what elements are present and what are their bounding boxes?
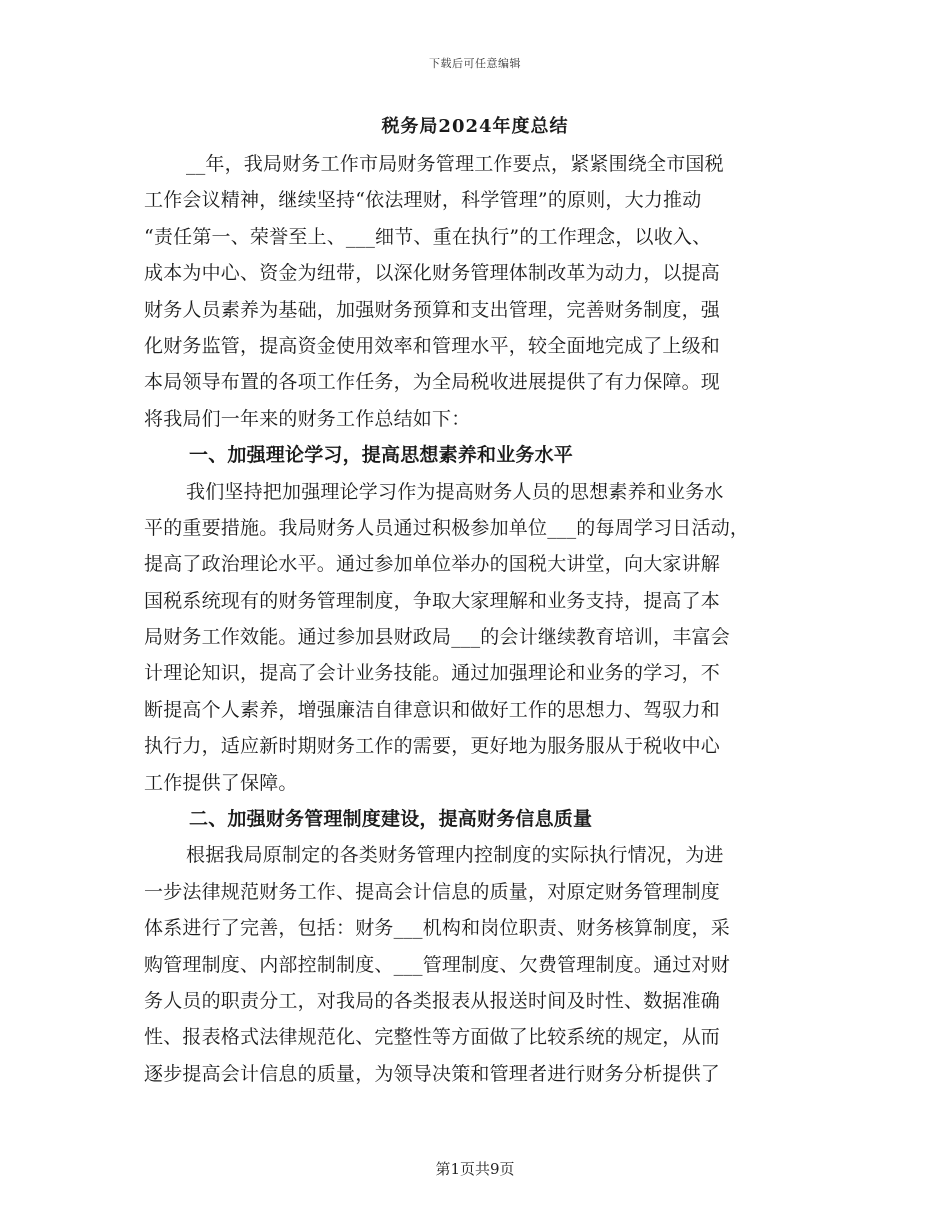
paragraph-line: 执行力，适应新时期财务工作的需要，更好地为服务服从于税收中心 (144, 735, 721, 758)
paragraph-line: 国税系统现有的财务管理制度，争取大家理解和业务支持，提高了本 (144, 589, 721, 612)
paragraph-line: 断提高个人素养，增强廉洁自律意识和做好工作的思想力、驾驭力和 (144, 698, 721, 721)
section-heading: 二、加强财务管理制度建设，提高财务信息质量 (189, 808, 593, 831)
document-body (144, 146, 810, 1092)
paragraph-line: 性、报表格式法律规范化、完整性等方面做了比较系统的规定，从而 (144, 1026, 721, 1049)
paragraph-line: 购管理制度、内部控制制度、___管理制度、欠费管理制度。通过对财 (144, 953, 730, 976)
paragraph-line: 财务人员素养为基础，加强财务预算和支出管理，完善财务制度，强 (144, 298, 721, 321)
paragraph-line: 成本为中心、资金为纽带，以深化财务管理体制改革为动力，以提高 (144, 262, 721, 285)
paragraph-line: 工作会议精神，继续坚持“依法理财，科学管理”的原则，大力推动 (144, 189, 702, 212)
paragraph-line: 根据我局原制定的各类财务管理内控制度的实际执行情况，为进 (186, 844, 724, 867)
paragraph-line: 一步法律规范财务工作、提高会计信息的质量，对原定财务管理制度 (144, 880, 721, 903)
section-heading: 一、加强理论学习，提高思想素养和业务水平 (189, 444, 574, 467)
paragraph-line: 我们坚持把加强理论学习作为提高财务人员的思想素养和业务水 (186, 480, 724, 503)
paragraph-line: “责任第一、荣誉至上、___细节、重在执行”的工作理念，以收入、 (144, 225, 712, 248)
paragraph-line: 提高了政治理论水平。通过参加单位举办的国税大讲堂，向大家讲解 (144, 553, 721, 576)
paragraph-line: 局财务工作效能。通过参加县财政局___的会计继续教育培训，丰富会 (144, 626, 730, 649)
paragraph-line: 逐步提高会计信息的质量，为领导决策和管理者进行财务分析提供了 (144, 1062, 721, 1085)
paragraph-line: 体系进行了完善，包括：财务___机构和岗位职责、财务核算制度，采 (144, 917, 730, 940)
paragraph-line: 本局领导布置的各项工作任务，为全局税收进展提供了有力保障。现 (144, 371, 721, 394)
paragraph-line: 平的重要措施。我局财务人员通过积极参加单位___的每周学习日活动， (144, 516, 750, 539)
paragraph-line: 工作提供了保障。 (144, 771, 298, 794)
paragraph-line: 计理论知识，提高了会计业务技能。通过加强理论和业务的学习，不 (144, 662, 721, 685)
document-title: 税务局2024年度总结 (381, 116, 569, 137)
paragraph-line: 务人员的职责分工，对我局的各类报表从报送时间及时性、数据准确 (144, 989, 721, 1012)
paragraph-line: __年，我局财务工作市局财务管理工作要点，紧紧围绕全市国税 (186, 153, 724, 175)
page-number: 第1页共9页 (435, 1160, 515, 1178)
header-note: 下载后可任意编辑 (429, 57, 521, 70)
paragraph-line: 化财务监管，提高资金使用效率和管理水平，较全面地完成了上级和 (144, 334, 721, 357)
paragraph-line: 将我局们一年来的财务工作总结如下： (144, 407, 471, 430)
